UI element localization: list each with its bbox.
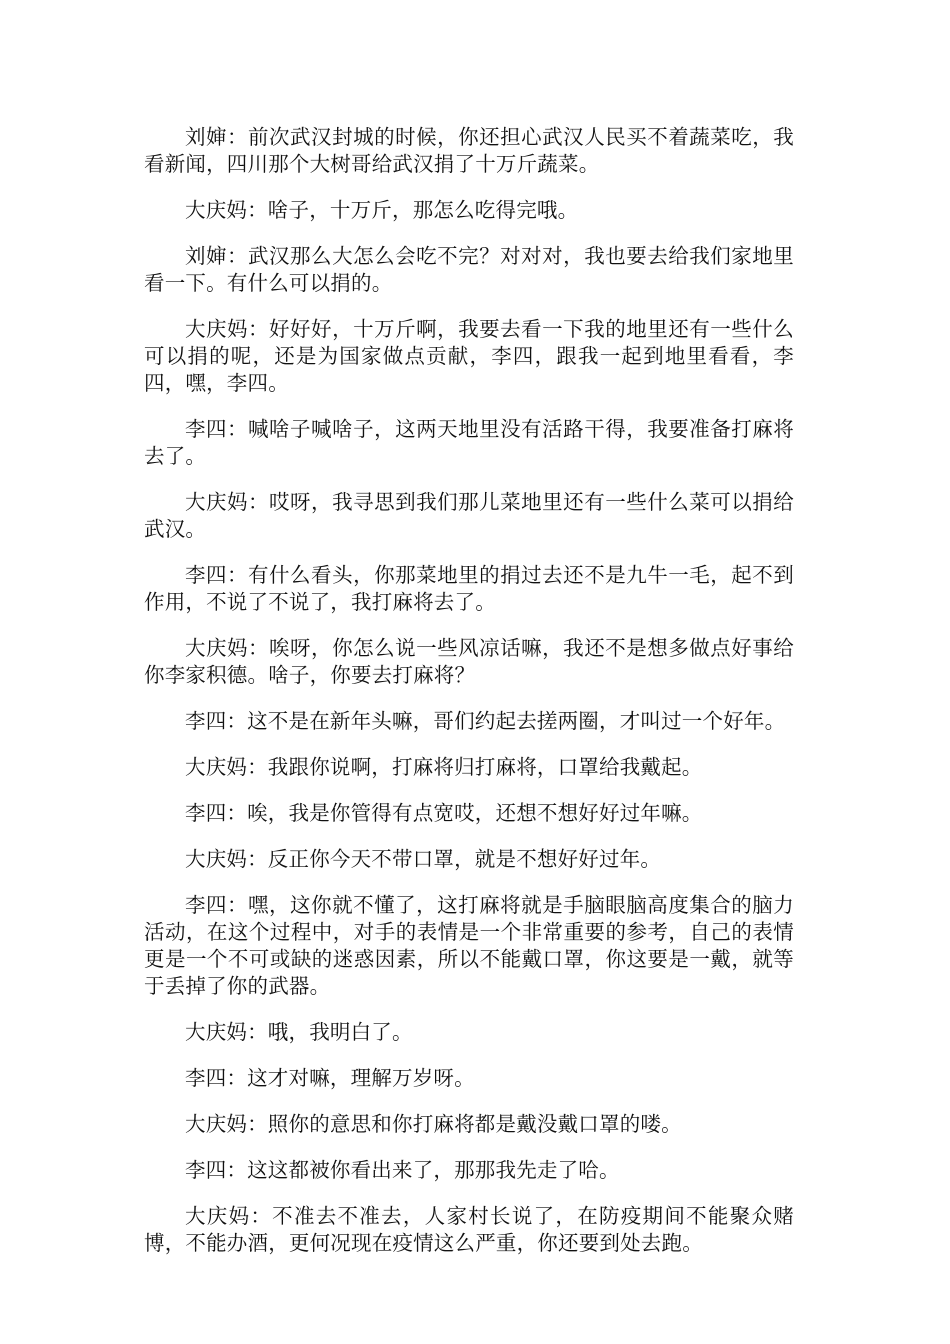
- dialogue-paragraph: 刘婶：武汉那么大怎么会吃不完？对对对，我也要去给我们家地里看一下。有什么可以捐的。: [144, 244, 794, 295]
- dialogue-paragraph: 大庆妈：哎呀，我寻思到我们那儿菜地里还有一些什么菜可以捐给武汉。: [144, 490, 794, 541]
- dialogue-paragraph: 李四：有什么看头，你那菜地里的捐过去还不是九牛一毛，起不到作用，不说了不说了，我打麻将去了。: [144, 563, 794, 614]
- dialogue-paragraph: 大庆妈：不准去不准去，人家村长说了，在防疫期间不能聚众赌博，不能办酒，更何况现在疫情这么严重，你还要到处去跑。: [144, 1204, 794, 1255]
- dialogue-paragraph: 大庆妈：哦，我明白了。: [185, 1020, 413, 1044]
- dialogue-paragraph: 大庆妈：照你的意思和你打麻将都是戴没戴口罩的喽。: [185, 1112, 682, 1136]
- dialogue-paragraph: 李四：唉，我是你管得有点宽哎，还想不想好好过年嘛。: [185, 801, 703, 825]
- document-body: [144, 124, 794, 1276]
- dialogue-paragraph: 大庆妈：反正你今天不带口罩，就是不想好好过年。: [185, 847, 662, 871]
- dialogue-paragraph: 李四：喊啥子喊啥子，这两天地里没有活路干得，我要准备打麻将去了。: [144, 417, 794, 468]
- dialogue-paragraph: 大庆妈：好好好，十万斤啊，我要去看一下我的地里还有一些什么可以捐的呢，还是为国家做点贡献，李四，跟我一起到地里看看，李四，嘿，李四。: [144, 317, 794, 395]
- dialogue-paragraph: 李四：这不是在新年头嘛，哥们约起去搓两圈，才叫过一个好年。: [185, 709, 786, 733]
- dialogue-paragraph: 大庆妈：啥子，十万斤，那怎么吃得完哦。: [185, 198, 579, 222]
- dialogue-paragraph: 大庆妈：我跟你说啊，打麻将归打麻将，口罩给我戴起。: [185, 755, 703, 779]
- dialogue-paragraph: 李四：这才对嘛，理解万岁呀。: [185, 1066, 475, 1090]
- dialogue-paragraph: 刘婶：前次武汉封城的时候，你还担心武汉人民买不着蔬菜吃，我看新闻，四川那个大树哥给武汉捐了十万斤蔬菜。: [144, 125, 794, 176]
- dialogue-paragraph: 大庆妈：唉呀，你怎么说一些风凉话嘛，我还不是想多做点好事给你李家积德。啥子，你要去打麻将？: [144, 636, 794, 687]
- dialogue-paragraph: 李四：这这都被你看出来了，那那我先走了哈。: [185, 1158, 620, 1182]
- dialogue-paragraph: 李四：嘿，这你就不懂了，这打麻将就是手脑眼脑高度集合的脑力活动，在这个过程中，对手的表情是一个非常重要的参考，自己的表情更是一个不可或缺的迷惑因素，所以不能戴口罩，你这要是一戴，就等于丢掉了你的武器。: [144, 893, 794, 998]
